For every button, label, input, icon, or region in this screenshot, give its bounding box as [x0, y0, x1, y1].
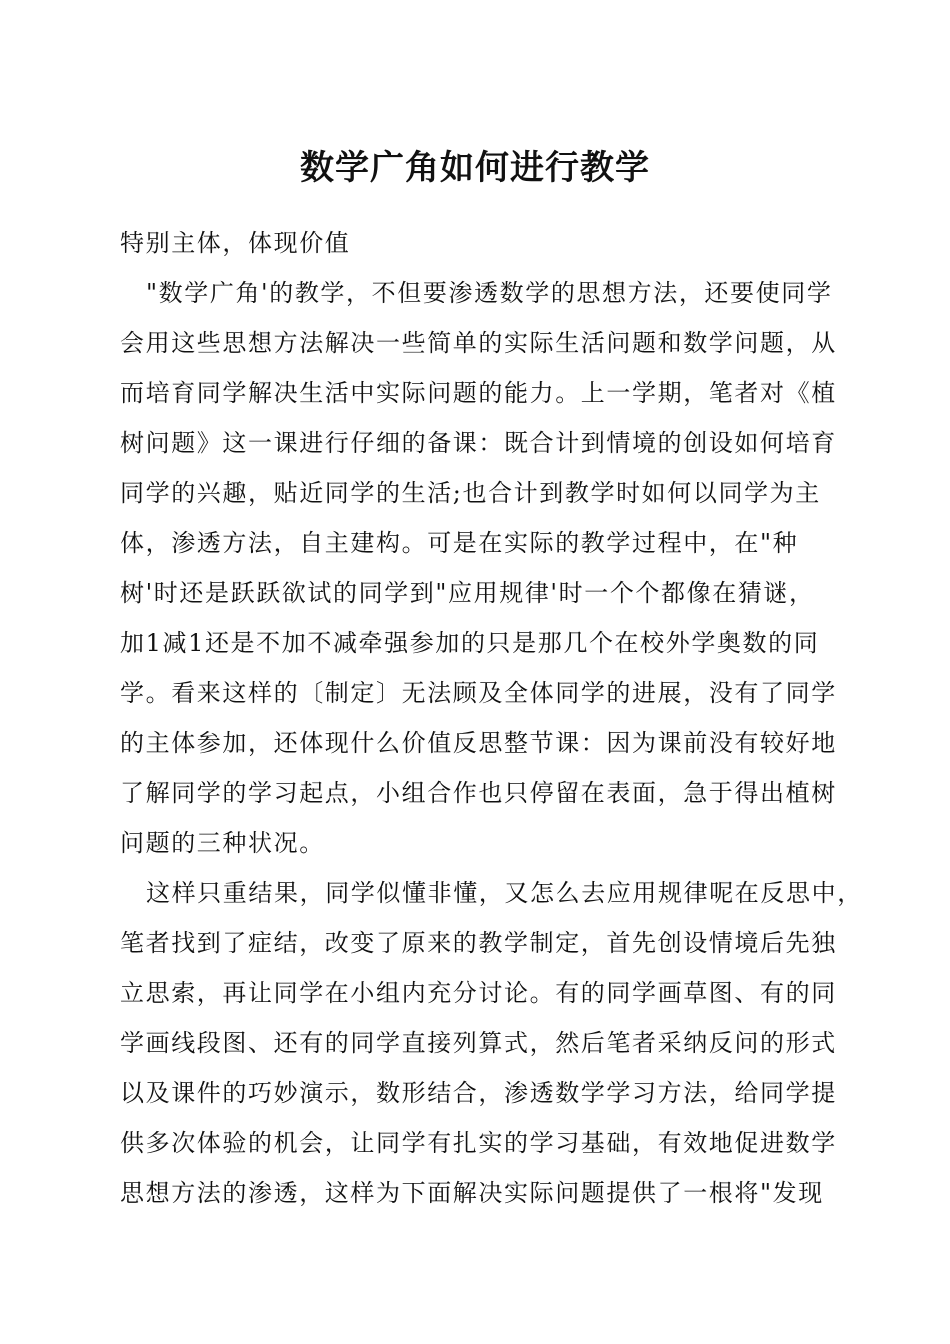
paragraph-line: 问题的三种状况。 [120, 829, 325, 857]
paragraph-line: 体，渗透方法，自主建构。可是在实际的教学过程中，在"种 [120, 529, 799, 557]
paragraph-line: 立思索，再让同学在小组内充分讨论。有的同学画草图、有的同 [120, 979, 837, 1007]
paragraph-line: 了解同学的学习起点，小组合作也只停留在表面，急于得出植树 [120, 779, 837, 807]
paragraph-line: 思想方法的渗透，这样为下面解决实际问题提供了一根将"发现 [120, 1179, 824, 1207]
paragraph-line: 供多次体验的机会，让同学有扎实的学习基础，有效地促进数学 [120, 1129, 837, 1157]
paragraph-line: 学。看来这样的〔制定〕无法顾及全体同学的进展，没有了同学 [120, 679, 837, 707]
paragraph-line: 树'时还是跃跃欲试的同学到"应用规律'时一个个都像在猜谜， [120, 579, 815, 607]
paragraph-line: 加1减1还是不加不减牵强参加的只是那几个在校外学奥数的同 [120, 629, 820, 657]
paragraph-line: 这样只重结果，同学似懂非懂，又怎么去应用规律呢在反思中， [146, 879, 863, 907]
paragraph-line: 以及课件的巧妙演示，数形结合，渗透数学学习方法，给同学提 [120, 1079, 837, 1107]
paragraph-line: 的主体参加，还体现什么价值反思整节课：因为课前没有较好地 [120, 729, 837, 757]
paragraph-line: 树问题》这一课进行仔细的备课：既合计到情境的创设如何培育 [120, 429, 837, 457]
paragraph-line: "数学广角'的教学，不但要渗透数学的思想方法，还要使同学 [146, 279, 833, 307]
section-heading: 特别主体，体现价值 [120, 229, 351, 257]
paragraph-line: 同学的兴趣，贴近同学的生活;也合计到教学时如何以同学为主 [120, 479, 821, 507]
document-title: 数学广角如何进行教学 [300, 148, 650, 188]
paragraph-line: 而培育同学解决生活中实际问题的能力。上一学期，笔者对《植 [120, 379, 837, 407]
paragraph-line: 笔者找到了症结，改变了原来的教学制定，首先创设情境后先独 [120, 929, 837, 957]
paragraph-line: 会用这些思想方法解决一些简单的实际生活问题和数学问题，从 [120, 329, 837, 357]
paragraph-line: 学画线段图、还有的同学直接列算式，然后笔者采纳反问的形式 [120, 1029, 837, 1057]
